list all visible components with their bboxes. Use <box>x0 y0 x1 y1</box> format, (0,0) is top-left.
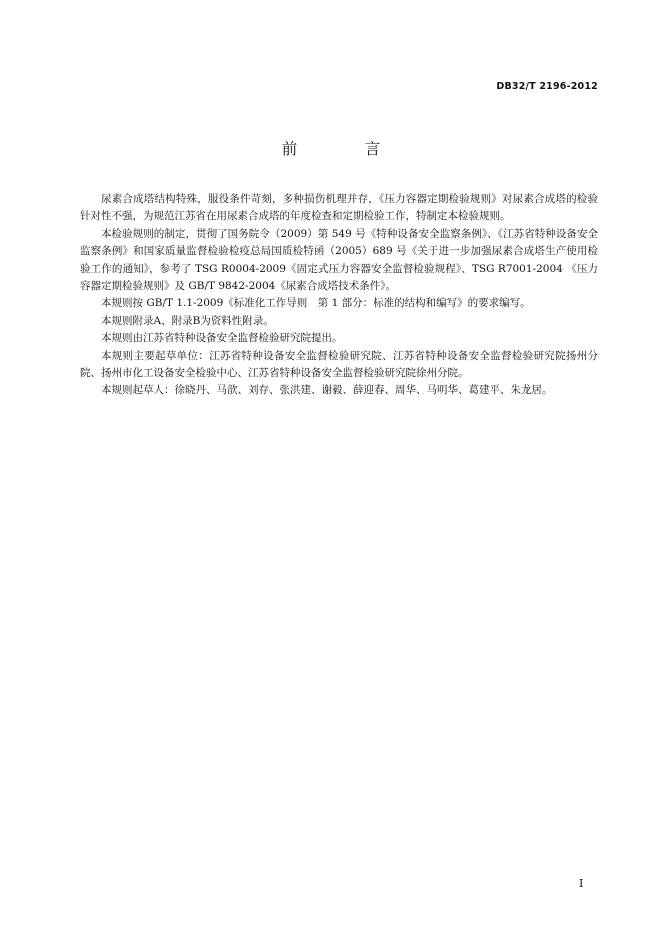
foreword-body <box>80 191 598 400</box>
page-number: I <box>579 877 584 890</box>
document-code: DB32/T 2196-2012 <box>496 81 598 92</box>
section-title: 前 言 <box>281 140 407 158</box>
paragraph-basis: 本检验规则的制定，贯彻了国务院令（2009）第 549 号《特种设备安全监察条例》、《江苏省特种设备安全监察条例》和国家质量监督检验检疫总局国质检特函（2005）689 号《关于进一步加强尿素合成塔生产使用检验工作的通知》，参考了 TSG R0004-2009《固定式压力容器安全监督检验规程》、TSG R7001-2004 《压力容器定期检验规则》及 GB/T 9842-2004《尿素合成塔技术条件》。 <box>80 227 598 293</box>
paragraph-proposer: 本规则由江苏省特种设备安全监督检验研究院提出。 <box>101 332 343 345</box>
paragraph-drafting-rule: 本规则按 GB/T 1.1-2009《标准化工作导则 第 1 部分：标准的结构和编写》的要求编写。 <box>101 297 531 310</box>
paragraph-background: 尿素合成塔结构特殊，服役条件苛刻，多种损伤机理并存，《压力容器定期检验规则》对尿素合成塔的检验针对性不强，为规范江苏省在用尿素合成塔的年度检查和定期检验工作，特制定本检验规则。 <box>80 193 598 223</box>
paragraph-drafters: 本规则起草人：徐晓丹、马歆、刘存、张洪建、谢毅、薛迎春、周华、马明华、葛建平、朱龙居。 <box>101 384 553 397</box>
paragraph-appendix: 本规则附录A、附录B为资料性附录。 <box>101 314 274 327</box>
paragraph-drafting-units: 本规则主要起草单位：江苏省特种设备安全监督检验研究院、江苏省特种设备安全监督检验研究院扬州分院、扬州市化工设备安全检验中心、江苏省特种设备安全监督检验研究院徐州分院。 <box>80 349 598 380</box>
